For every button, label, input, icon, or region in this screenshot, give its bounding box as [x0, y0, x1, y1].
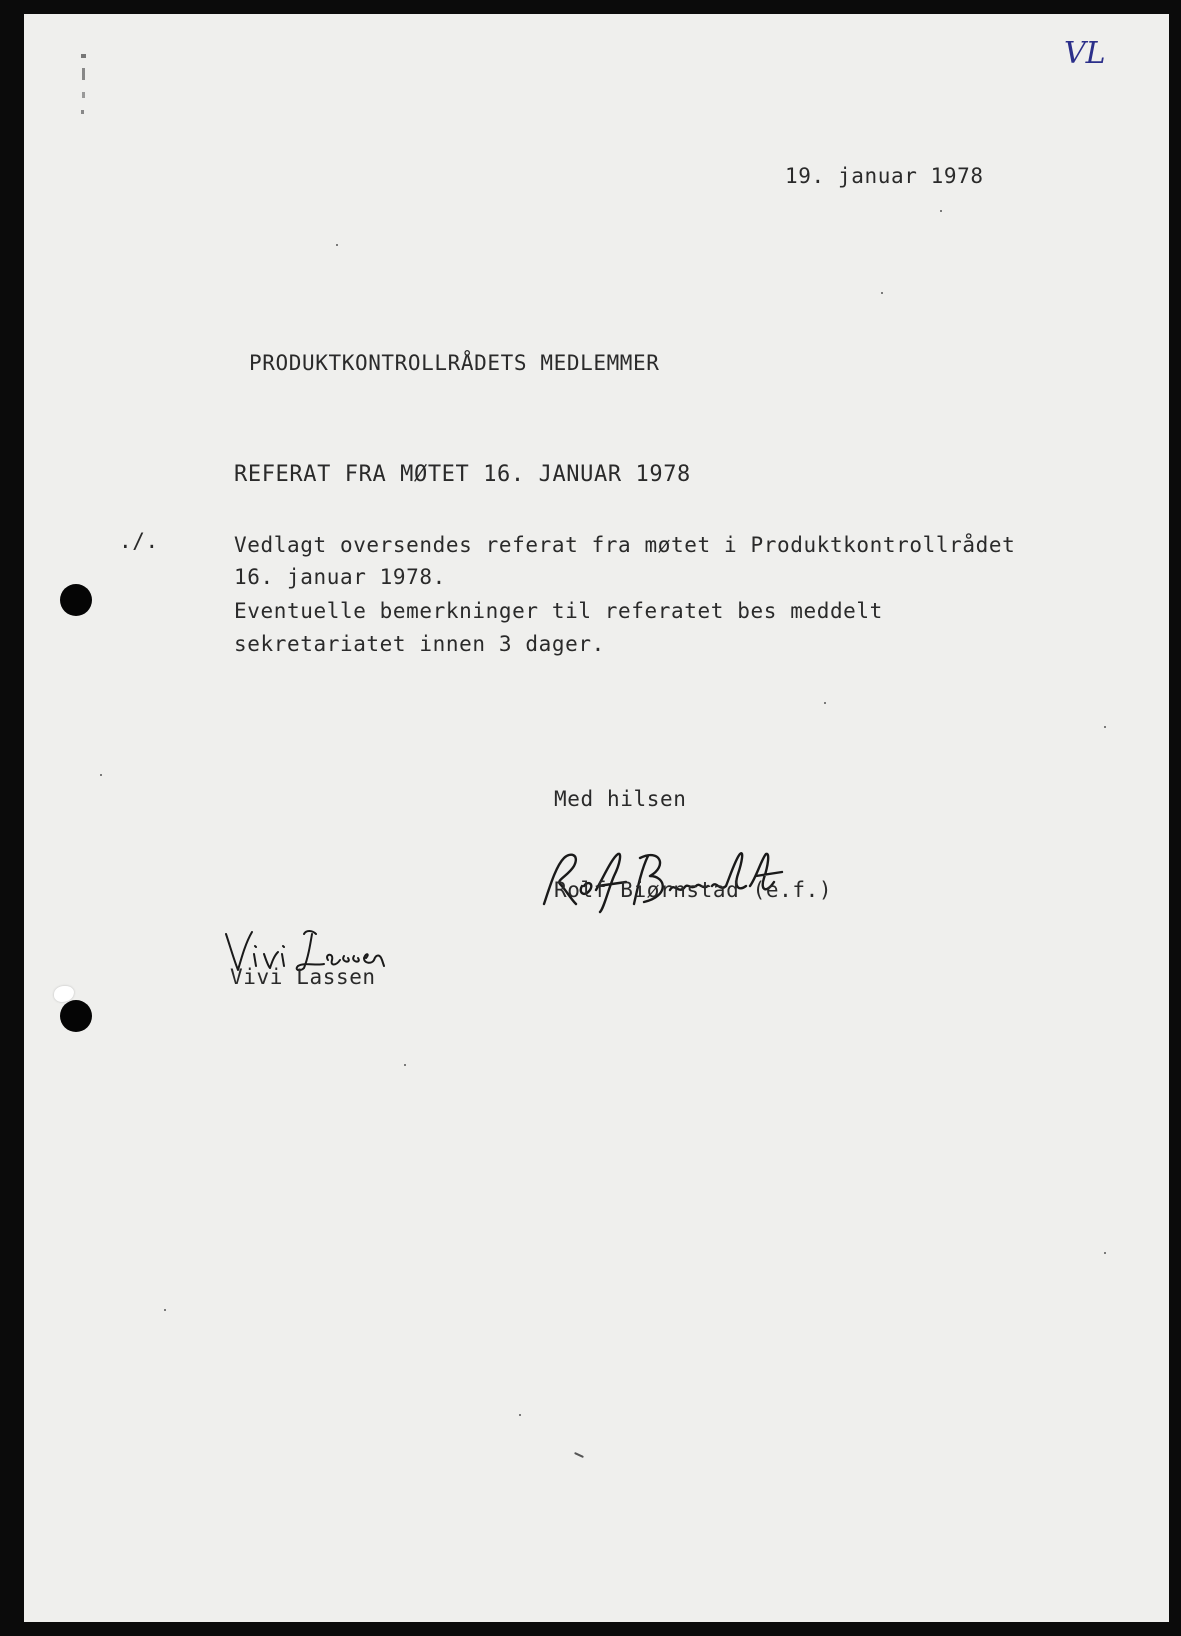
paper-speck [574, 1452, 584, 1458]
recipient-line: PRODUKTKONTROLLRÅDETS MEDLEMMER [249, 351, 660, 375]
punch-hole-upper [60, 584, 92, 616]
paper-speck [519, 1414, 521, 1416]
body-line: Eventuelle bemerkninger til referatet bes meddelt [234, 599, 883, 623]
subject-line: REFERAT FRA MØTET 16. JANUAR 1978 [234, 462, 691, 487]
signatory-name-1: Rolf Biørnstad (e.f.) [554, 878, 833, 902]
paper-speck [404, 1064, 406, 1066]
document-page [24, 14, 1169, 1622]
staple-mark [80, 54, 86, 114]
paper-speck [1104, 726, 1106, 728]
handwritten-initials: VL [1064, 36, 1106, 71]
paper-speck [1104, 1252, 1106, 1254]
paper-speck [881, 292, 883, 294]
paper-speck [100, 774, 102, 776]
closing-line: Med hilsen [554, 787, 687, 811]
signatory-name-2: Vivi Lassen [230, 965, 376, 989]
paper-speck [336, 244, 338, 246]
letter-date: 19. januar 1978 [785, 164, 984, 188]
body-line: Vedlagt oversendes referat fra møtet i Produktkontrollrådet [234, 533, 1016, 557]
paper-speck [824, 702, 826, 704]
punch-hole-lower [60, 1000, 92, 1032]
body-line: 16. januar 1978. [234, 565, 446, 589]
paper-speck [940, 210, 942, 212]
body-line: sekretariatet innen 3 dager. [234, 632, 605, 656]
paper-speck [164, 1309, 166, 1311]
enclosure-mark: ./. [119, 529, 159, 553]
